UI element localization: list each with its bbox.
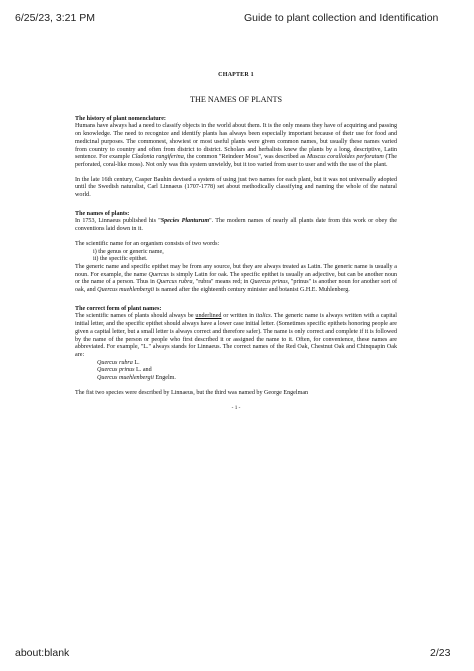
print-url: about:blank bbox=[15, 647, 70, 659]
paragraph-generic-name: The generic name and specific epithet may be from any source, but they are always treated as Latin. The generic name is usually a noun. For example, the name Quercus is simply Latin for oak. The specific epithet is usually an adjective, but can be another noun or the name of a person. Thus in Quercus rubra, "rubra" means red; in Quercus prinus, "prinus" is another noun for another sort of oak, and Quercus muehlenbergii is named after the eighteenth century minister and botanist G.H.E. Muhlenberg. bbox=[75, 263, 397, 294]
species-name-line: Quercus prinus L. and bbox=[97, 367, 152, 374]
section-heading-correct-form: The correct form of plant names: bbox=[75, 305, 162, 312]
page-number: - 1 - bbox=[231, 404, 241, 411]
section-heading-names: The names of plants: bbox=[75, 210, 130, 217]
paragraph-correct-form: The scientific names of plants should always be underlined or written in italics. The generic name is always written with a capital initial letter, and the specific epithet should always have a lower case initial letter. (Sometimes specific epithets honoring people are given a capital letter, but a small letter is always correct and therefore safer). The name is only correct and complete if it is followed by the name of the person or people who first described it or assigned the name to it. Often, for convenience, these names are abbreviated. For example, "L." always stands for Linnaeus. The correct names of the Red Oak, Chestnut Oak and Chinquapin Oak are: bbox=[75, 313, 398, 358]
paragraph-history: Humans have always had a need to classify objects in the world about them. It is the only means they have of acquiring and passing on knowledge. The need to recognize and identify plants has always been especially important because of their use for food and medicinal purposes. The commonest, showiest or most useful plants were given common names, but usually these names varied from country to country and often from district to district. Scholars and herbalists knew the plants by a long, descriptive, Latin sentence. For example Cladonia rangiferina, the common "Reindeer Moss", was described as Muscus coralloides perforatum (The perforated, coral-like moss). Not only was this system unwieldy, but it too varied from user to user and with the use of the plant. bbox=[75, 123, 398, 168]
document-page bbox=[75, 72, 397, 412]
print-datetime: 6/25/23, 3:21 PM bbox=[15, 12, 95, 24]
print-page-count: 2/23 bbox=[430, 647, 451, 659]
paragraph-scientific-name: The scientific name for an organism consists of two words: bbox=[75, 240, 220, 247]
section-heading-history: The history of plant nomenclature: bbox=[75, 115, 166, 122]
chapter-label: CHAPTER 1 bbox=[218, 72, 254, 78]
print-document-title: Guide to plant collection and Identification bbox=[244, 12, 439, 24]
species-name-line: Quercus muehlenbergii Engelm. bbox=[97, 375, 176, 382]
chapter-title: THE NAMES OF PLANTS bbox=[189, 94, 283, 104]
list-item: ii) the specific epithet. bbox=[93, 256, 148, 263]
paragraph-engelman: The fist two species were described by Linnaeus, but the third was named by George Engelman bbox=[75, 389, 309, 396]
paragraph-linnaeus: In 1753, Linnaeus published his "Species Planturum". The modern names of nearly all plants date from this work or obey the conventions laid down in it. bbox=[75, 218, 397, 233]
paragraph-bauhin: In the late 16th century, Casper Bauhin devised a system of using just two names for each plant, but it was not universally adopted until the Swedish naturalist, Carl Linnaeus (1707-1778) set about methodically classifying and naming the whole of the natural world. bbox=[75, 176, 397, 199]
species-name-line: Quercus rubra L. bbox=[97, 359, 140, 366]
list-item: i) the genus or generic name, bbox=[93, 248, 164, 255]
